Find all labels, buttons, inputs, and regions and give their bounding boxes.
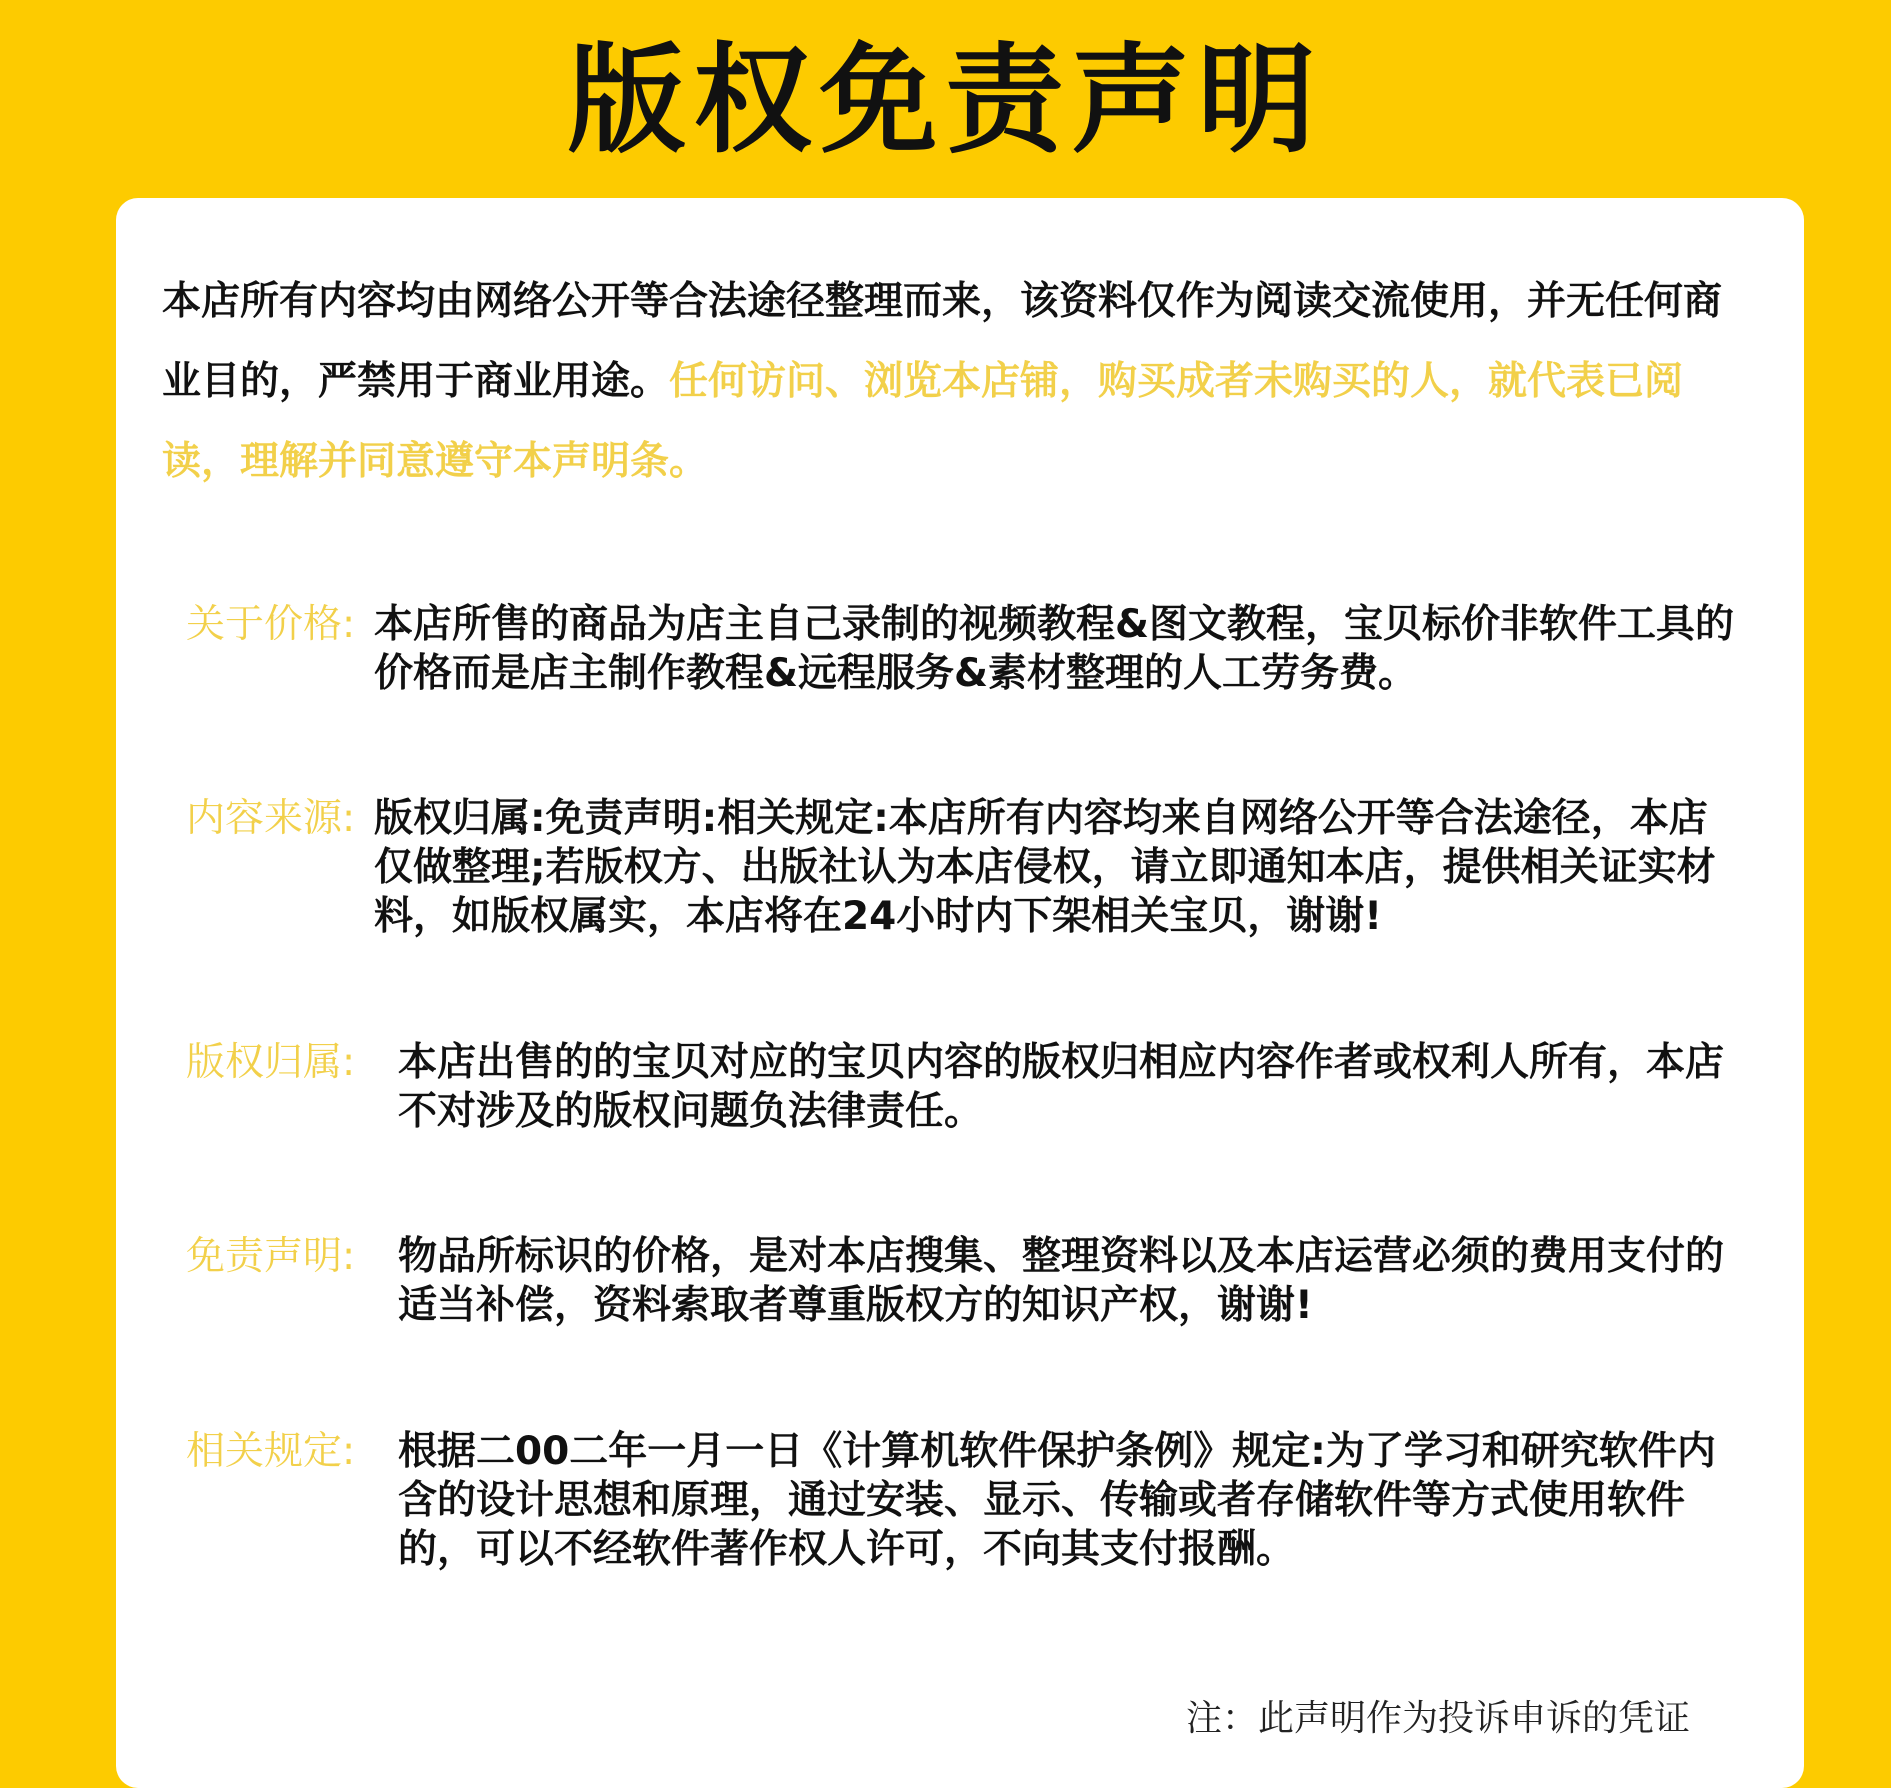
page-title: 版权免责声明 [567, 31, 1324, 169]
section-text: 本店所售的商品为店主自己录制的视频教程&图文教程，宝贝标价非软件工具的价格而是店主制作教程&远程服务&素材整理的人工劳务费。 [374, 602, 1735, 696]
section-label: 相关规定: [186, 1429, 356, 1474]
section-copyright [186, 1038, 1746, 1136]
section-label: 版权归属: [186, 1040, 356, 1085]
section-price [186, 600, 1746, 698]
section-text: 根据二00二年一月一日《计算机软件保护条例》规定:为了学习和研究软件内含的设计思想和原理，通过安装、显示、传输或者存储软件等方式使用软件的，可以不经软件著作权人许可，不向其支付报酬。 [398, 1429, 1716, 1572]
section-source [186, 794, 1746, 941]
section-text: 本店出售的的宝贝对应的宝贝内容的版权归相应内容作者或权利人所有，本店不对涉及的版权问题负法律责任。 [398, 1040, 1725, 1134]
section-disclaimer [186, 1232, 1746, 1330]
section-text: 版权归属:免责声明:相关规定:本店所有内容均来自网络公开等合法途径，本店仅做整理;若版权方、出版社认为本店侵权，请立即通知本店，提供相关证实材料，如版权属实，本店将在24小时内下架相关宝贝，谢谢! [374, 796, 1716, 939]
intro-highlight: 任何访问、浏览本店铺，购买成者未购买的人，就代表已阅读，理解并同意遵守本声明条。 [162, 359, 1684, 484]
footer-note: 注：此声明作为投诉申诉的凭证 [1185, 1698, 1690, 1739]
section-label: 免责声明: [186, 1234, 356, 1279]
intro-paragraph [162, 262, 1742, 502]
section-label: 内容来源: [186, 796, 356, 841]
section-regulations [186, 1427, 1746, 1574]
section-label: 关于价格: [186, 602, 356, 647]
intro-text: 本店所有内容均由网络公开等合法途径整理而来，该资料仅作为阅读交流使用，并无任何商业目的，严禁用于商业用途。 [162, 279, 1723, 404]
section-text: 物品所标识的价格，是对本店搜集、整理资料以及本店运营必须的费用支付的适当补偿，资料索取者尊重版权方的知识产权，谢谢! [398, 1234, 1725, 1328]
